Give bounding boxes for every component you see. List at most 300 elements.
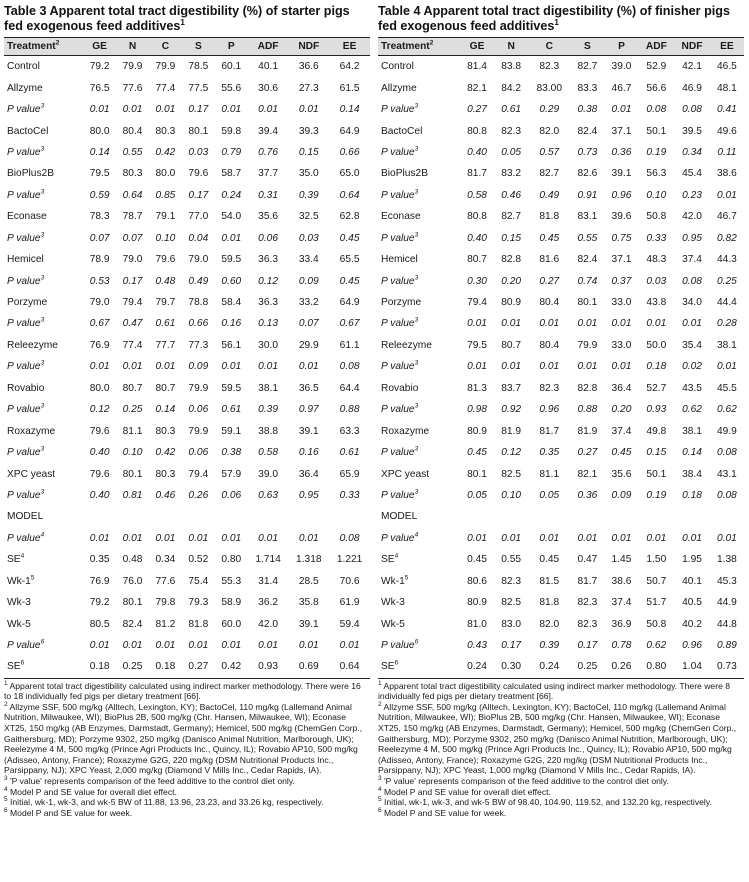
- table-cell: 79.5: [467, 339, 487, 351]
- table-cell: 0.07: [122, 232, 143, 244]
- table-cell: 76.0: [122, 575, 143, 587]
- row-label-text: Wk-1: [381, 575, 405, 587]
- table-cell: 80.1: [188, 125, 209, 137]
- table-cell: 0.59: [89, 189, 110, 201]
- table-cell: 0.47: [577, 554, 598, 566]
- table-cell: 49.9: [717, 425, 737, 437]
- table-cell: 80.6: [467, 575, 487, 587]
- table-cell: 40.2: [682, 618, 702, 630]
- row-label: [4, 120, 83, 141]
- row-label: [378, 163, 460, 184]
- table-cell: 44.9: [717, 597, 737, 609]
- row-label: [4, 485, 83, 506]
- table-cell: 79.0: [89, 297, 110, 309]
- table-cell: 0.46: [501, 189, 522, 201]
- row-label-text: Hemicel: [381, 254, 418, 266]
- table-row: [378, 656, 744, 678]
- table-cell: 0.01: [717, 361, 737, 373]
- table-cell: 0.01: [682, 318, 702, 330]
- row-label: [378, 613, 460, 634]
- table-cell: 79.5: [89, 168, 110, 180]
- row-label: [378, 399, 460, 420]
- table-cell: 58.4: [221, 297, 242, 309]
- row-label: [378, 228, 460, 249]
- table-cell: 79.9: [188, 425, 209, 437]
- table-row: [378, 335, 744, 356]
- row-label: [4, 420, 83, 441]
- table-cell: 59.5: [221, 254, 242, 266]
- table-cell: 61.1: [339, 339, 360, 351]
- row-label-text: Wk-3: [381, 597, 405, 609]
- table-row: [378, 99, 744, 120]
- table-cell: 35.6: [611, 468, 632, 480]
- table-cell: 0.08: [339, 532, 360, 544]
- footnote-number: 5: [4, 796, 8, 804]
- table-cell: 0.55: [122, 146, 143, 158]
- table-cell: 80.9: [501, 297, 522, 309]
- row-label-text: BactoCel: [381, 125, 423, 137]
- table-cell: 56.1: [221, 339, 242, 351]
- table-cell: 0.43: [467, 640, 487, 652]
- table-cell: 0.40: [467, 232, 487, 244]
- table-cell: 45.4: [682, 168, 702, 180]
- column-header: C: [528, 38, 570, 56]
- table-row: [4, 656, 370, 678]
- column-header: P: [604, 38, 638, 56]
- table-cell: 0.62: [682, 404, 702, 416]
- table-cell: 0.45: [467, 554, 487, 566]
- table-cell: 38.6: [611, 575, 632, 587]
- table-cell: 82.3: [501, 125, 522, 137]
- row-label-text: Rovabio: [381, 382, 419, 394]
- table-cell: 0.45: [467, 447, 487, 459]
- table-cell: 0.01: [501, 532, 522, 544]
- table-cell: 82.8: [501, 254, 522, 266]
- column-header: N: [494, 38, 528, 56]
- table-cell: 0.42: [155, 447, 176, 459]
- table-cell: 83.7: [501, 382, 522, 394]
- table-cell: 1.50: [646, 554, 667, 566]
- table-cell: 80.1: [577, 297, 598, 309]
- table-cell: 37.4: [611, 597, 632, 609]
- row-label-text: Porzyme: [381, 297, 422, 309]
- table-cell: 77.6: [155, 575, 176, 587]
- table-cell: 78.5: [188, 61, 209, 73]
- footnote-mark: 4: [20, 552, 25, 560]
- table-cell: 0.04: [188, 232, 209, 244]
- table-cell: 36.3: [258, 254, 278, 266]
- table-cell: 0.25: [570, 656, 604, 678]
- table-row: [378, 635, 744, 656]
- table-cell: 0.88: [577, 404, 598, 416]
- table-cell: 0.01: [577, 361, 598, 373]
- table-cell: 0.01: [122, 361, 143, 373]
- row-label-text: Wk-3: [7, 597, 31, 609]
- table-cell: 0.01: [122, 104, 143, 116]
- table-cell: 0.20: [611, 404, 632, 416]
- table-cell: 0.01: [155, 361, 176, 373]
- table-cell: 0.17: [122, 275, 143, 287]
- table-row: [378, 549, 744, 570]
- header-footnote-mark: 2: [55, 39, 60, 47]
- table-cell: [494, 506, 528, 527]
- table-row: [378, 506, 744, 527]
- table-cell: 0.38: [577, 104, 598, 116]
- table-row: [4, 163, 370, 184]
- table-cell: 58.7: [221, 168, 242, 180]
- table-cell: 80.7: [501, 339, 522, 351]
- table-cell: 0.45: [539, 554, 560, 566]
- table-row: [4, 571, 370, 592]
- table-cell: 28.5: [298, 575, 319, 587]
- table-row: [378, 571, 744, 592]
- table-cell: 55.3: [221, 575, 242, 587]
- table-cell: 79.9: [122, 61, 143, 73]
- table-cell: 50.1: [646, 468, 667, 480]
- row-label-text: MODEL: [381, 511, 418, 523]
- table-cell: 0.35: [539, 447, 560, 459]
- row-label: [378, 442, 460, 463]
- table-cell: 0.38: [221, 447, 242, 459]
- table-cell: 80.3: [155, 125, 176, 137]
- table-cell: 0.27: [467, 104, 487, 116]
- table-cell: 0.01: [717, 532, 737, 544]
- table-cell: 0.39: [539, 640, 560, 652]
- table-cell: 0.55: [501, 554, 522, 566]
- table-cell: 82.3: [539, 382, 560, 394]
- footnote-mark: 3: [414, 402, 419, 410]
- table-cell: 0.27: [539, 275, 560, 287]
- row-label: [378, 506, 460, 527]
- table-cell: 27.3: [298, 82, 319, 94]
- table-cell: 59.5: [221, 382, 242, 394]
- table-cell: 0.46: [155, 489, 176, 501]
- footnote-mark: 3: [414, 445, 419, 453]
- row-label-text: Allzyme: [381, 82, 417, 94]
- table-cell: [528, 506, 570, 527]
- table-cell: 0.80: [639, 656, 675, 678]
- table-cell: 0.63: [258, 489, 278, 501]
- table-cell: 0.06: [258, 232, 278, 244]
- table-cell: 38.1: [682, 425, 702, 437]
- table-cell: 0.01: [539, 532, 560, 544]
- footnote-mark: 3: [40, 231, 45, 239]
- footnote-mark: 4: [40, 531, 45, 539]
- table-cell: 0.17: [188, 189, 209, 201]
- table-cell: 1.95: [682, 554, 702, 566]
- table-row: [4, 292, 370, 313]
- footnote-number: 4: [4, 785, 8, 793]
- row-label: [4, 571, 83, 592]
- table-cell: 0.67: [89, 318, 110, 330]
- table-cell: 44.4: [717, 297, 737, 309]
- footnote-mark: 3: [414, 317, 419, 325]
- row-label: [4, 356, 83, 377]
- table-cell: 65.0: [339, 168, 360, 180]
- table-cell: 0.39: [298, 189, 319, 201]
- table-cell: 0.67: [339, 318, 360, 330]
- table-cell: 79.6: [188, 168, 209, 180]
- table-row: [378, 56, 744, 78]
- table-cell: 0.97: [298, 404, 319, 416]
- table-cell: 1.45: [611, 554, 632, 566]
- table-cell: 0.05: [467, 489, 487, 501]
- row-label: [4, 635, 83, 656]
- column-header: Treatment$^2$: [378, 38, 460, 56]
- table-cell: 78.7: [122, 211, 143, 223]
- table-row: [4, 549, 370, 570]
- table-cell: 0.42: [215, 656, 248, 678]
- table-cell: 37.4: [611, 425, 632, 437]
- table-cell: 79.1: [155, 211, 176, 223]
- table-cell: 38.4: [682, 468, 702, 480]
- table-cell: 39.3: [298, 125, 319, 137]
- table-row: [378, 463, 744, 484]
- table-cell: 35.0: [298, 168, 319, 180]
- table-cell: 64.9: [339, 297, 360, 309]
- footnote-number: 6: [4, 806, 8, 814]
- table-cell: 39.0: [611, 61, 632, 73]
- row-label-text: SE: [381, 661, 395, 673]
- row-label: [378, 571, 460, 592]
- footnote-mark: 3: [40, 274, 45, 282]
- table-cell: 0.06: [221, 489, 242, 501]
- table-cell: 79.4: [467, 297, 487, 309]
- table-cell: 1.38: [717, 554, 737, 566]
- table-cell: 36.4: [298, 468, 319, 480]
- row-label: [378, 77, 460, 98]
- table-cell: 0.05: [501, 146, 522, 158]
- row-label: [378, 592, 460, 613]
- table-cell: 0.69: [288, 656, 329, 678]
- table-cell: 42.0: [258, 618, 278, 630]
- table-cell: 33.0: [611, 339, 632, 351]
- table-cell: 0.47: [122, 318, 143, 330]
- table-cell: 0.09: [298, 275, 319, 287]
- row-label-text: Control: [381, 61, 414, 73]
- footnote-number: 3: [378, 775, 382, 783]
- row-label: [4, 506, 83, 527]
- table-cell: 79.0: [188, 254, 209, 266]
- table-cell: 56.3: [646, 168, 667, 180]
- table-cell: 29.9: [298, 339, 319, 351]
- table-row: [4, 56, 370, 78]
- table-cell: 0.08: [682, 275, 702, 287]
- table-cell: 82.1: [577, 468, 598, 480]
- table-cell: 80.3: [122, 168, 143, 180]
- footnote-mark: 3: [414, 488, 419, 496]
- table-cell: 0.40: [89, 489, 110, 501]
- table-cell: 81.5: [539, 575, 560, 587]
- table-cell: 43.1: [717, 468, 737, 480]
- table-cell: 70.6: [339, 575, 360, 587]
- table-cell: 0.03: [298, 232, 319, 244]
- table-cell: 50.8: [646, 618, 667, 630]
- table-cell: 0.16: [298, 447, 319, 459]
- row-label-text: MODEL: [7, 511, 44, 523]
- table-row: [4, 206, 370, 227]
- table-cell: 80.8: [467, 211, 487, 223]
- table-cell: 0.12: [89, 404, 110, 416]
- table-cell: 80.9: [467, 425, 487, 437]
- column-header: NDF: [288, 38, 329, 56]
- footnote-number: 6: [378, 806, 382, 814]
- table-cell: 31.4: [258, 575, 278, 587]
- table-cell: 0.25: [122, 404, 143, 416]
- table-cell: 0.58: [258, 447, 278, 459]
- footnote-mark: 3: [414, 102, 419, 110]
- table-cell: 0.93: [646, 404, 667, 416]
- table-cell: 0.42: [155, 146, 176, 158]
- footnote: [378, 776, 744, 787]
- table-cell: 78.8: [188, 297, 209, 309]
- row-label: [378, 99, 460, 120]
- table-cell: [83, 506, 116, 527]
- table-cell: 0.40: [89, 447, 110, 459]
- table-cell: 0.14: [155, 404, 176, 416]
- footnote-number: 2: [378, 701, 382, 709]
- table-cell: 0.78: [611, 640, 632, 652]
- table-row: [4, 485, 370, 506]
- table-cell: 61.5: [339, 82, 360, 94]
- table-row: [378, 120, 744, 141]
- row-label: [378, 635, 460, 656]
- table-cell: 0.01: [89, 532, 110, 544]
- table-cell: 0.01: [501, 361, 522, 373]
- table-cell: 0.89: [717, 640, 737, 652]
- table-cell: 0.01: [298, 532, 319, 544]
- table-cell: 80.0: [155, 168, 176, 180]
- column-header: C: [149, 38, 182, 56]
- table-cell: 0.10: [155, 232, 176, 244]
- table-cell: 79.2: [89, 61, 110, 73]
- table-cell: 80.4: [539, 297, 560, 309]
- table-cell: 0.25: [717, 275, 737, 287]
- row-label: [4, 292, 83, 313]
- table-cell: 48.3: [646, 254, 667, 266]
- table-row: [4, 463, 370, 484]
- table-cell: [604, 506, 638, 527]
- table-row: [4, 228, 370, 249]
- table-cell: [329, 506, 370, 527]
- table-cell: 46.7: [717, 211, 737, 223]
- table-cell: 80.3: [155, 425, 176, 437]
- table-cell: 56.6: [646, 82, 667, 94]
- table-row: [378, 270, 744, 291]
- table-cell: 0.01: [258, 640, 278, 652]
- table-cell: 0.01: [122, 640, 143, 652]
- table-cell: 49.8: [646, 425, 667, 437]
- table-cell: 0.01: [258, 361, 278, 373]
- table-cell: 0.73: [710, 656, 744, 678]
- table-cell: 37.1: [611, 254, 632, 266]
- column-header: Treatment$^2$: [4, 38, 83, 56]
- column-header: EE: [329, 38, 370, 56]
- table-cell: 50.1: [646, 125, 667, 137]
- table-cell: 79.7: [155, 297, 176, 309]
- table-cell: 0.28: [717, 318, 737, 330]
- table-cell: 0.88: [339, 404, 360, 416]
- table-row: [4, 356, 370, 377]
- table-cell: 0.53: [89, 275, 110, 287]
- table-row: [4, 142, 370, 163]
- row-label-text: P value: [381, 232, 415, 244]
- table-cell: 79.2: [89, 597, 110, 609]
- table-cell: 0.61: [221, 404, 242, 416]
- table-cell: 0.01: [646, 532, 667, 544]
- row-label-text: P value: [7, 447, 41, 459]
- table-cell: 81.1: [539, 468, 560, 480]
- table-cell: 0.66: [188, 318, 209, 330]
- table-cell: 80.7: [155, 382, 176, 394]
- table-cell: 0.24: [460, 656, 494, 678]
- footnote: [378, 702, 744, 776]
- column-header: S: [570, 38, 604, 56]
- column-header: ADF: [248, 38, 289, 56]
- table-cell: 81.8: [188, 618, 209, 630]
- table-cell: 81.9: [501, 425, 522, 437]
- footnote-mark: 6: [394, 660, 399, 668]
- table-cell: 59.4: [339, 618, 360, 630]
- table-cell: 30.6: [258, 82, 278, 94]
- table-cell: 80.0: [89, 382, 110, 394]
- table-cell: 76.9: [89, 339, 110, 351]
- footnote: [4, 797, 370, 808]
- row-label: [378, 142, 460, 163]
- row-label: [4, 77, 83, 98]
- table-cell: 40.1: [258, 61, 278, 73]
- table-row: [4, 120, 370, 141]
- table-cell: 0.62: [717, 404, 737, 416]
- table-cell: 0.61: [501, 104, 522, 116]
- row-label: [4, 142, 83, 163]
- table-cell: 76.5: [89, 82, 110, 94]
- table-cell: [288, 506, 329, 527]
- table-cell: 0.26: [604, 656, 638, 678]
- table-cell: 64.9: [339, 125, 360, 137]
- row-label: [378, 206, 460, 227]
- footnote-number: 1: [4, 679, 8, 687]
- table-cell: 81.1: [122, 425, 143, 437]
- row-label-text: P value: [381, 318, 415, 330]
- table-cell: 0.12: [501, 447, 522, 459]
- table-cell: 79.3: [188, 597, 209, 609]
- row-label-text: P value: [7, 189, 41, 201]
- footnote-mark: 3: [414, 145, 419, 153]
- table-cell: 80.7: [467, 254, 487, 266]
- table-cell: 36.5: [298, 382, 319, 394]
- row-label-text: P value: [381, 404, 415, 416]
- table-cell: 79.9: [577, 339, 598, 351]
- row-label: [4, 378, 83, 399]
- table-cell: 0.95: [298, 489, 319, 501]
- table-cell: 0.14: [89, 146, 110, 158]
- row-label-text: P value: [381, 275, 415, 287]
- table-cell: 80.9: [467, 597, 487, 609]
- table-row: [4, 506, 370, 527]
- column-header: N: [116, 38, 149, 56]
- table-4: [378, 37, 744, 679]
- row-label: [4, 228, 83, 249]
- table-cell: 0.01: [539, 318, 560, 330]
- table-cell: 0.18: [682, 489, 702, 501]
- column-header: S: [182, 38, 215, 56]
- table-cell: 1.318: [296, 554, 322, 566]
- row-label: [4, 56, 83, 78]
- row-label-text: P value: [381, 146, 415, 158]
- table-cell: 0.39: [258, 404, 278, 416]
- table-cell: 0.23: [682, 189, 702, 201]
